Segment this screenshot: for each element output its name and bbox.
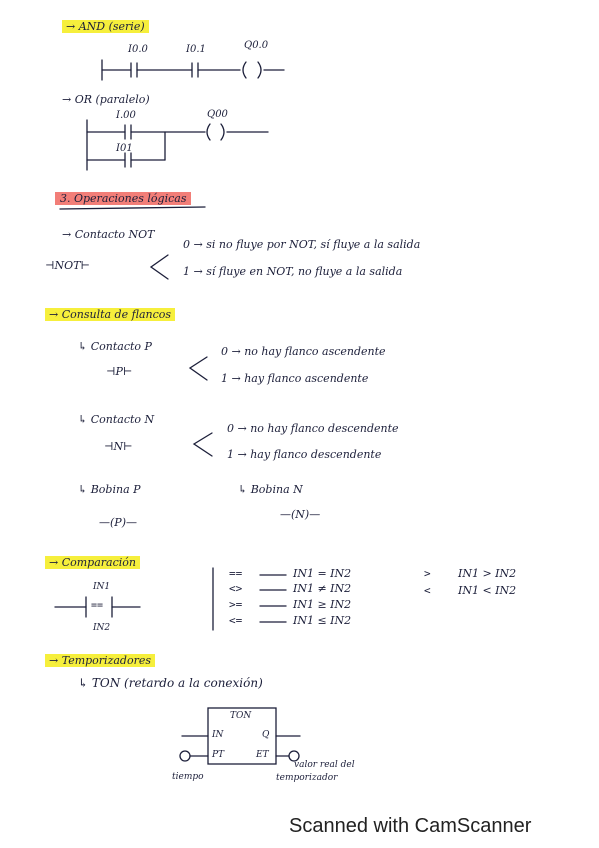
ton-q-label: Q [262,730,270,740]
bobina-p-label: ↳ Bobina P [78,483,141,496]
not-rule-1: 1 → sí fluye en NOT, no fluye a la salida [183,265,403,278]
not-symbol: ⊣NOT⊢ [45,259,90,272]
ton-tiempo-label: tiempo [172,772,204,782]
contacto-n-rule-0: 0 → no hay flanco descendente [227,422,399,435]
or-heading: → OR (paralelo) [62,93,150,106]
not-heading: → Contacto NOT [62,228,155,241]
comparison-result-3: IN1 ≤ IN2 [293,614,352,627]
contacto-n-label: ↳ Contacto N [78,413,155,426]
comparador-in1: IN1 [93,582,111,592]
and-contact-1-label: I0.0 [128,44,148,55]
flancos-heading: → Consulta de flancos [45,308,175,321]
contacto-n-symbol: ⊣N⊢ [104,440,133,453]
ton-block-title: TON [230,711,252,721]
comparison-result-0: IN1 = IN2 [293,567,352,580]
and-heading: → AND (serie) [62,20,149,33]
ton-label: ↳ TON (retardo a la conexión) [78,676,263,690]
temporizadores-heading: → Temporizadores [45,654,155,667]
contacto-n-rule-1: 1 → hay flanco descendente [227,448,382,461]
bobina-n-symbol: —(N)— [280,508,321,521]
comparison-op-3: <= [229,614,243,627]
camscanner-watermark: Scanned with CamScanner [289,815,532,837]
or-contact-2-label: I01 [116,143,133,154]
comparison-extra-result-0: IN1 > IN2 [458,567,517,580]
contacto-p-rule-1: 1 → hay flanco ascendente [221,372,369,385]
bobina-p-symbol: —(P)— [99,516,137,529]
ton-et-label: ET [256,750,269,760]
and-contact-2-label: I0.1 [186,44,206,55]
comparison-op-1: <> [229,582,243,595]
or-contact-1-label: I.00 [116,110,136,121]
contacto-p-rule-0: 0 → no hay flanco ascendente [221,345,386,358]
ton-pt-label: PT [212,750,225,760]
ton-valor-label-2: temporizador [276,773,338,783]
comparison-extra-op-0: > [424,567,431,580]
bobina-n-label: ↳ Bobina N [238,483,303,496]
and-coil-label: Q0.0 [244,40,269,51]
comparison-extra-result-1: IN1 < IN2 [458,584,517,597]
or-coil-label: Q00 [207,109,228,120]
comparacion-heading: → Comparación [45,556,140,569]
comparison-op-2: >= [229,598,243,611]
section-title: 3. Operaciones lógicas [55,192,191,205]
contacto-p-label: ↳ Contacto P [78,340,152,353]
comparison-extra-op-1: < [424,584,431,597]
comparison-op-0: == [229,567,243,580]
ton-valor-label-1: valor real del [294,760,355,770]
comparador-symbol: == [91,600,104,611]
comparison-result-2: IN1 ≥ IN2 [293,598,352,611]
ton-in-label: IN [212,730,224,740]
not-rule-0: 0 → si no fluye por NOT, sí fluye a la salida [183,238,421,251]
contacto-p-symbol: ⊣P⊢ [106,365,133,378]
comparador-in2: IN2 [93,623,111,633]
comparison-result-1: IN1 ≠ IN2 [293,582,352,595]
